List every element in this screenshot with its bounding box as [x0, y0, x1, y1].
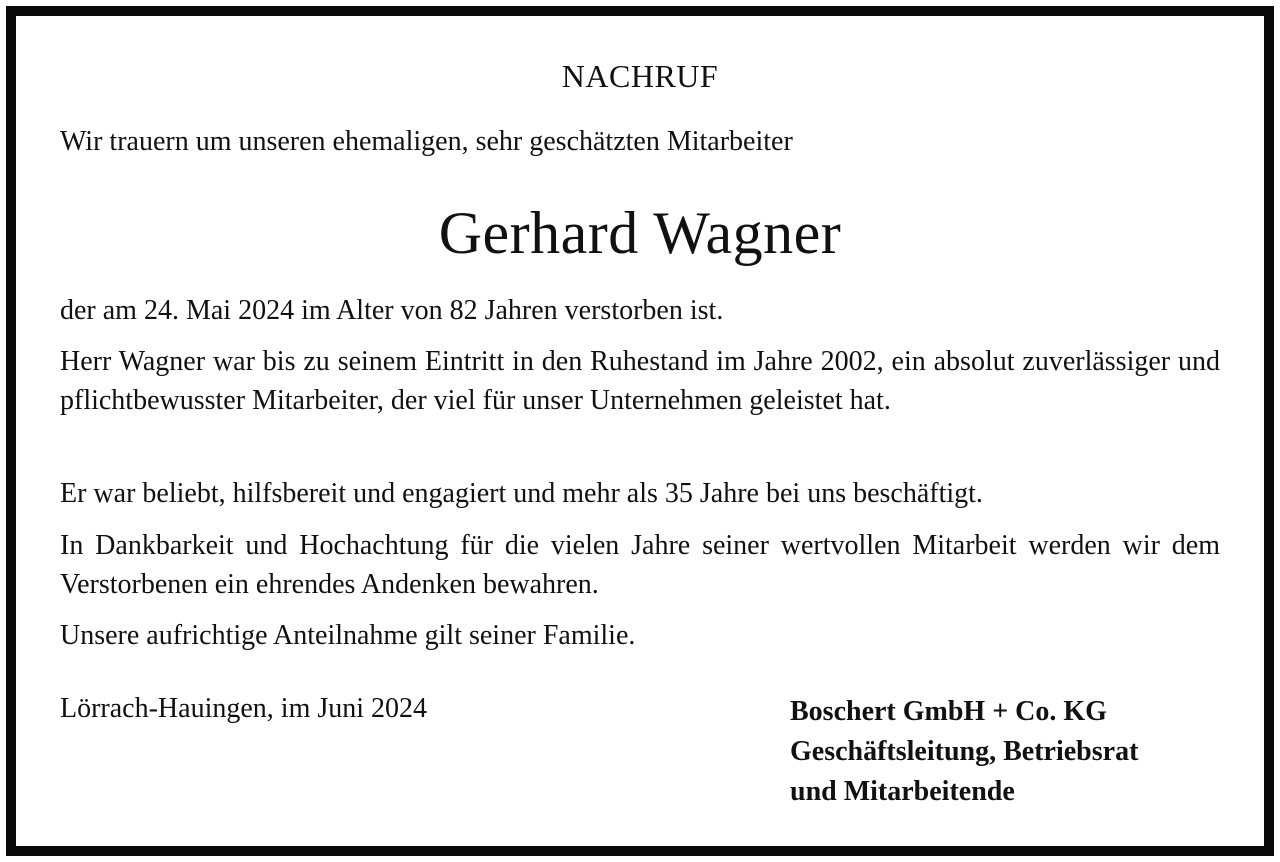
- condolence-paragraph: Unsere aufrichtige Anteilnahme gilt seiner Familie.: [60, 620, 636, 651]
- deceased-name: Gerhard Wagner: [438, 200, 842, 266]
- personality-paragraph: Er war beliebt, hilfsbereit und engagiert und mehr als 35 Jahre bei uns beschäftigt.: [60, 478, 983, 509]
- intro-line: Wir trauern um unseren ehemaligen, sehr geschätzten Mitarbeiter: [60, 126, 793, 157]
- gratitude-paragraph: In Dankbarkeit und Hochachtung für die vielen Jahre seiner wertvollen Mitarbeit werden wir dem Verstorbenen ein ehrendes Andenken bewahren.: [60, 530, 1220, 600]
- signature-company: Boschert GmbH + Co. KG: [790, 696, 1107, 727]
- obituary-content: [16, 16, 1264, 846]
- place-date: Lörrach-Hauingen, im Juni 2024: [60, 693, 428, 724]
- signature-management: Geschäftsleitung, Betriebsrat: [790, 736, 1139, 767]
- obituary-heading: NACHRUF: [561, 58, 719, 94]
- death-date-paragraph: der am 24. Mai 2024 im Alter von 82 Jahren verstorben ist.: [60, 295, 724, 326]
- career-paragraph: Herr Wagner war bis zu seinem Eintritt in den Ruhestand im Jahre 2002, ein absolut zuverlässiger und pflichtbewusster Mitarbeiter, der viel für unser Unternehmen geleistet hat.: [60, 346, 1220, 416]
- signature-block: [790, 692, 1138, 812]
- obituary-frame: [6, 6, 1274, 856]
- signature-staff: und Mitarbeitende: [790, 776, 1015, 807]
